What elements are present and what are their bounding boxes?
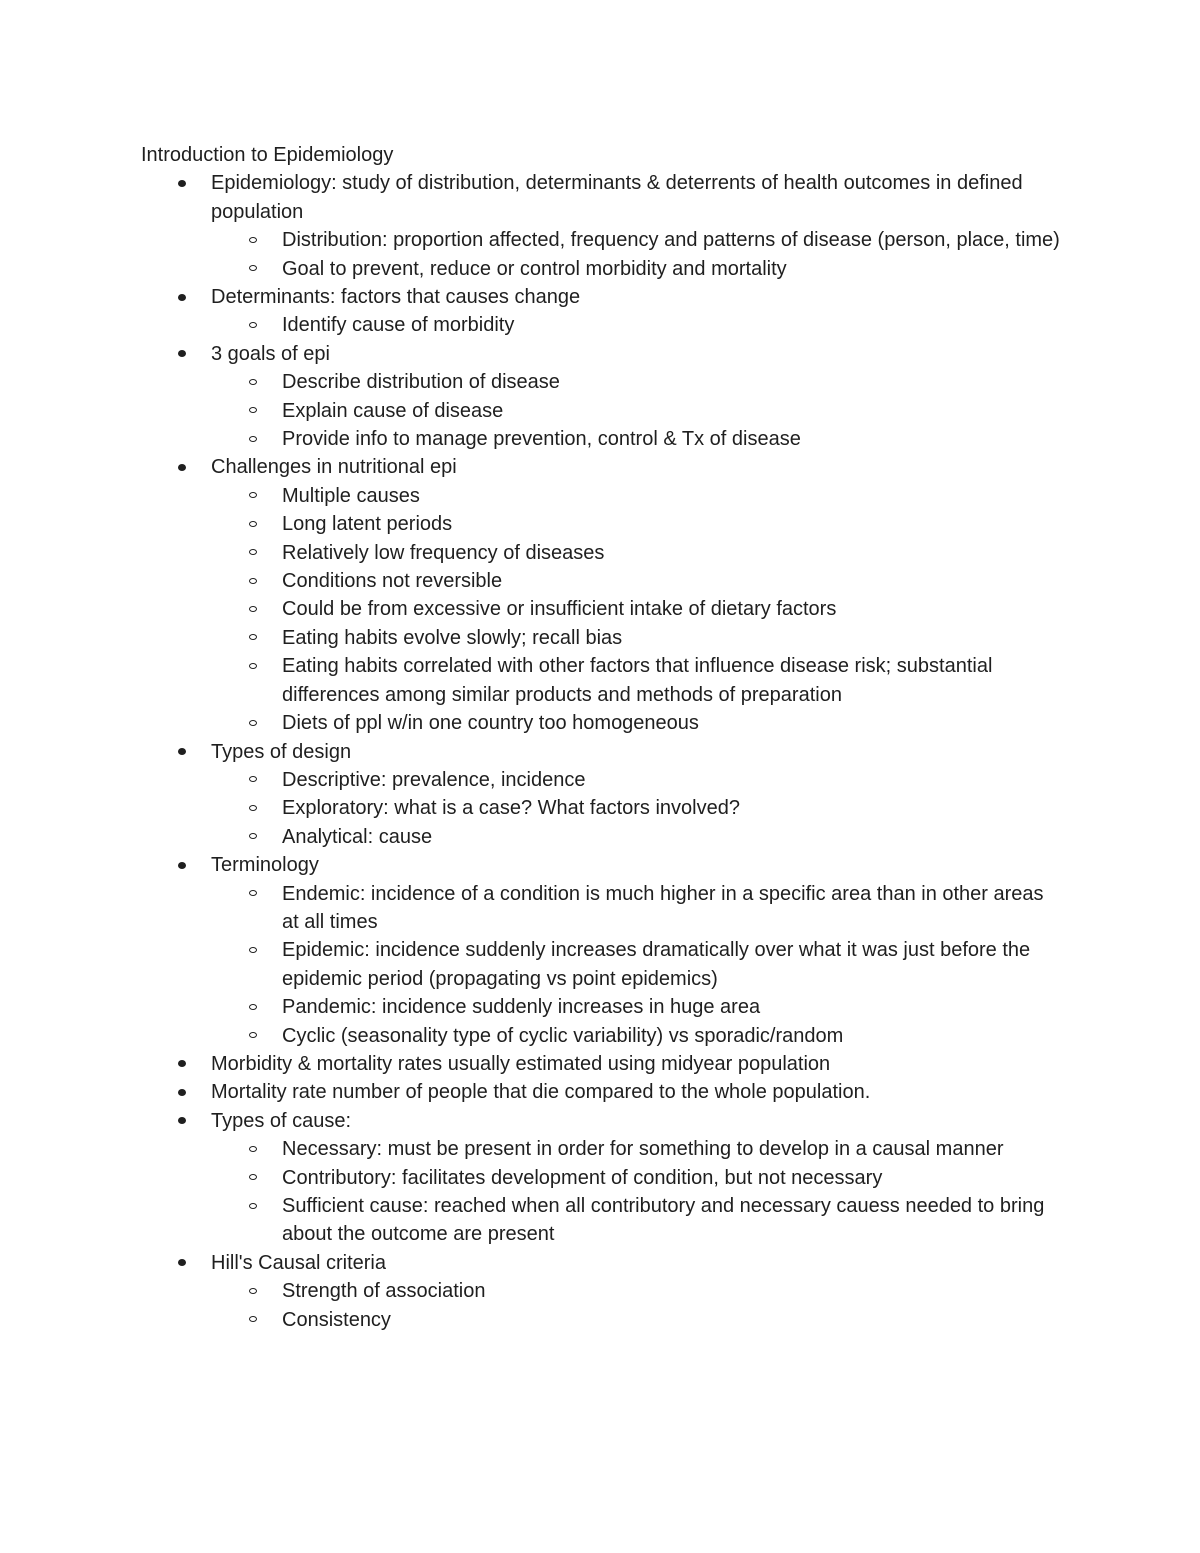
sub-list-item-text: Analytical: cause [282,825,433,848]
sub-list-item-text: Could be from excessive or insufficient intake of dietary factors [282,598,837,621]
hollow-bullet-icon [249,237,257,243]
sub-list-item [141,510,1061,538]
sub-list-item [141,567,1061,595]
sub-list-item-text: Descriptive: prevalence, incidence [282,768,586,791]
hollow-bullet-icon [249,436,257,442]
hollow-bullet-icon [249,890,257,896]
sub-list-item-text: Multiple causes [282,484,420,507]
hollow-bullet-icon [249,1288,257,1294]
sub-list-item-text: Relatively low frequency of diseases [282,541,605,564]
sub-list-item-text: Eating habits evolve slowly; recall bias [282,626,623,649]
sub-list-item [141,1022,1061,1050]
hollow-bullet-icon [249,549,257,555]
list-item [141,169,1061,283]
filled-bullet-icon [178,1060,186,1067]
sub-list-item-text: Goal to prevent, reduce or control morbidity and mortality [282,257,787,280]
list-item-text: Types of design [211,740,352,763]
sub-list-item-text: Strength of association [282,1280,486,1303]
list-item-text: Hill's Causal criteria [211,1251,386,1274]
list-item-text: Morbidity & mortality rates usually estimated using midyear population [211,1052,831,1075]
sub-list-item [141,1277,1061,1305]
hollow-bullet-icon [249,578,257,584]
hollow-bullet-icon [249,606,257,612]
sub-list-item-text: Explain cause of disease [282,399,504,422]
hollow-bullet-icon [249,1316,257,1322]
sub-list-item [141,880,1061,937]
sub-list-item [141,993,1061,1021]
filled-bullet-icon [178,464,186,471]
filled-bullet-icon [178,294,186,301]
hollow-bullet-icon [249,1146,257,1152]
filled-bullet-icon [178,350,186,357]
sub-list-item [141,1192,1061,1249]
sub-list-item [141,482,1061,510]
hollow-bullet-icon [249,1174,257,1180]
sub-list-item [141,425,1061,453]
hollow-bullet-icon [249,407,257,413]
sub-list-item [141,595,1061,623]
list-item [141,283,1061,340]
filled-bullet-icon [178,1259,186,1266]
hollow-bullet-icon [249,521,257,527]
sub-list-item [141,397,1061,425]
sub-list-item [141,794,1061,822]
sub-list-item [141,1135,1061,1163]
sub-list-item [141,255,1061,283]
hollow-bullet-icon [249,322,257,328]
sub-list-item [141,652,1061,709]
sub-list-item [141,226,1061,254]
hollow-bullet-icon [249,833,257,839]
filled-bullet-icon [178,748,186,755]
hollow-bullet-icon [249,805,257,811]
hollow-bullet-icon [249,379,257,385]
list-item-text: Determinants: factors that causes change [211,286,581,309]
document-title: Introduction to Epidemiology [141,144,394,166]
sub-list [141,226,1061,283]
sub-list-item-text: Cyclic (seasonality type of cyclic variability) vs sporadic/random [282,1024,844,1047]
sub-list-item-text: Describe distribution of disease [282,371,560,394]
sub-list-item-text: Distribution: proportion affected, frequency and patterns of disease (person, place, time) [282,229,1060,252]
sub-list-item [141,311,1061,339]
sub-list-item-text: Sufficient cause: reached when all contributory and necessary cauess needed to bring about the outcome are present [282,1195,1045,1246]
hollow-bullet-icon [249,634,257,640]
sub-list-item [141,539,1061,567]
sub-list-item-text: Exploratory: what is a case? What factors involved? [282,797,740,820]
hollow-bullet-icon [249,720,257,726]
hollow-bullet-icon [249,947,257,953]
list-item [141,340,1061,454]
sub-list-item [141,936,1061,993]
list-item-text: Mortality rate number of people that die compared to the whole population. [211,1081,871,1104]
sub-list-item-text: Pandemic: incidence suddenly increases in huge area [282,996,761,1019]
sub-list [141,482,1061,738]
hollow-bullet-icon [249,265,257,271]
filled-bullet-icon [178,1117,186,1124]
sub-list [141,1277,1061,1334]
sub-list-item [141,766,1061,794]
sub-list-item-text: Conditions not reversible [282,570,503,593]
list-item [141,851,1061,1050]
sub-list-item [141,624,1061,652]
list-item [141,1107,1061,1249]
list-item-text: Terminology [211,854,319,877]
bullet-outline [141,169,1061,1334]
filled-bullet-icon [178,1089,186,1096]
sub-list-item-text: Long latent periods [282,513,453,536]
filled-bullet-icon [178,862,186,869]
sub-list [141,766,1061,851]
sub-list-item-text: Necessary: must be present in order for something to develop in a causal manner [282,1138,1004,1161]
sub-list-item-text: Endemic: incidence of a condition is much higher in a specific area than in other areas at all times [282,882,1044,933]
list-item-text: Types of cause: [211,1109,352,1132]
list-item [141,1078,1061,1106]
filled-bullet-icon [178,180,186,187]
list-item-text: Epidemiology: study of distribution, determinants & deterrents of health outcomes in defined population [211,172,1023,223]
sub-list-item [141,823,1061,851]
list-item [141,1249,1061,1334]
sub-list [141,1135,1061,1249]
sub-list-item-text: Contributory: facilitates development of condition, but not necessary [282,1166,883,1189]
hollow-bullet-icon [249,1032,257,1038]
sub-list-item-text: Provide info to manage prevention, control & Tx of disease [282,428,801,451]
sub-list-item [141,1306,1061,1334]
list-item-text: 3 goals of epi [211,342,330,365]
sub-list-item-text: Epidemic: incidence suddenly increases dramatically over what it was just before the epidemic period (propagating vs point epidemics) [282,939,1031,990]
sub-list [141,368,1061,453]
sub-list-item-text: Eating habits correlated with other factors that influence disease risk; substantial differences among similar products and methods of preparation [282,655,993,706]
sub-list-item-text: Consistency [282,1308,391,1331]
hollow-bullet-icon [249,776,257,782]
sub-list-item-text: Identify cause of morbidity [282,314,515,337]
sub-list-item [141,1164,1061,1192]
hollow-bullet-icon [249,663,257,669]
list-item [141,738,1061,852]
sub-list [141,311,1061,339]
sub-list-item [141,709,1061,737]
hollow-bullet-icon [249,1004,257,1010]
hollow-bullet-icon [249,1203,257,1209]
sub-list-item [141,368,1061,396]
list-item [141,1050,1061,1078]
list-item-text: Challenges in nutritional epi [211,456,457,479]
sub-list [141,880,1061,1050]
list-item [141,453,1061,737]
hollow-bullet-icon [249,492,257,498]
sub-list-item-text: Diets of ppl w/in one country too homogeneous [282,712,699,735]
